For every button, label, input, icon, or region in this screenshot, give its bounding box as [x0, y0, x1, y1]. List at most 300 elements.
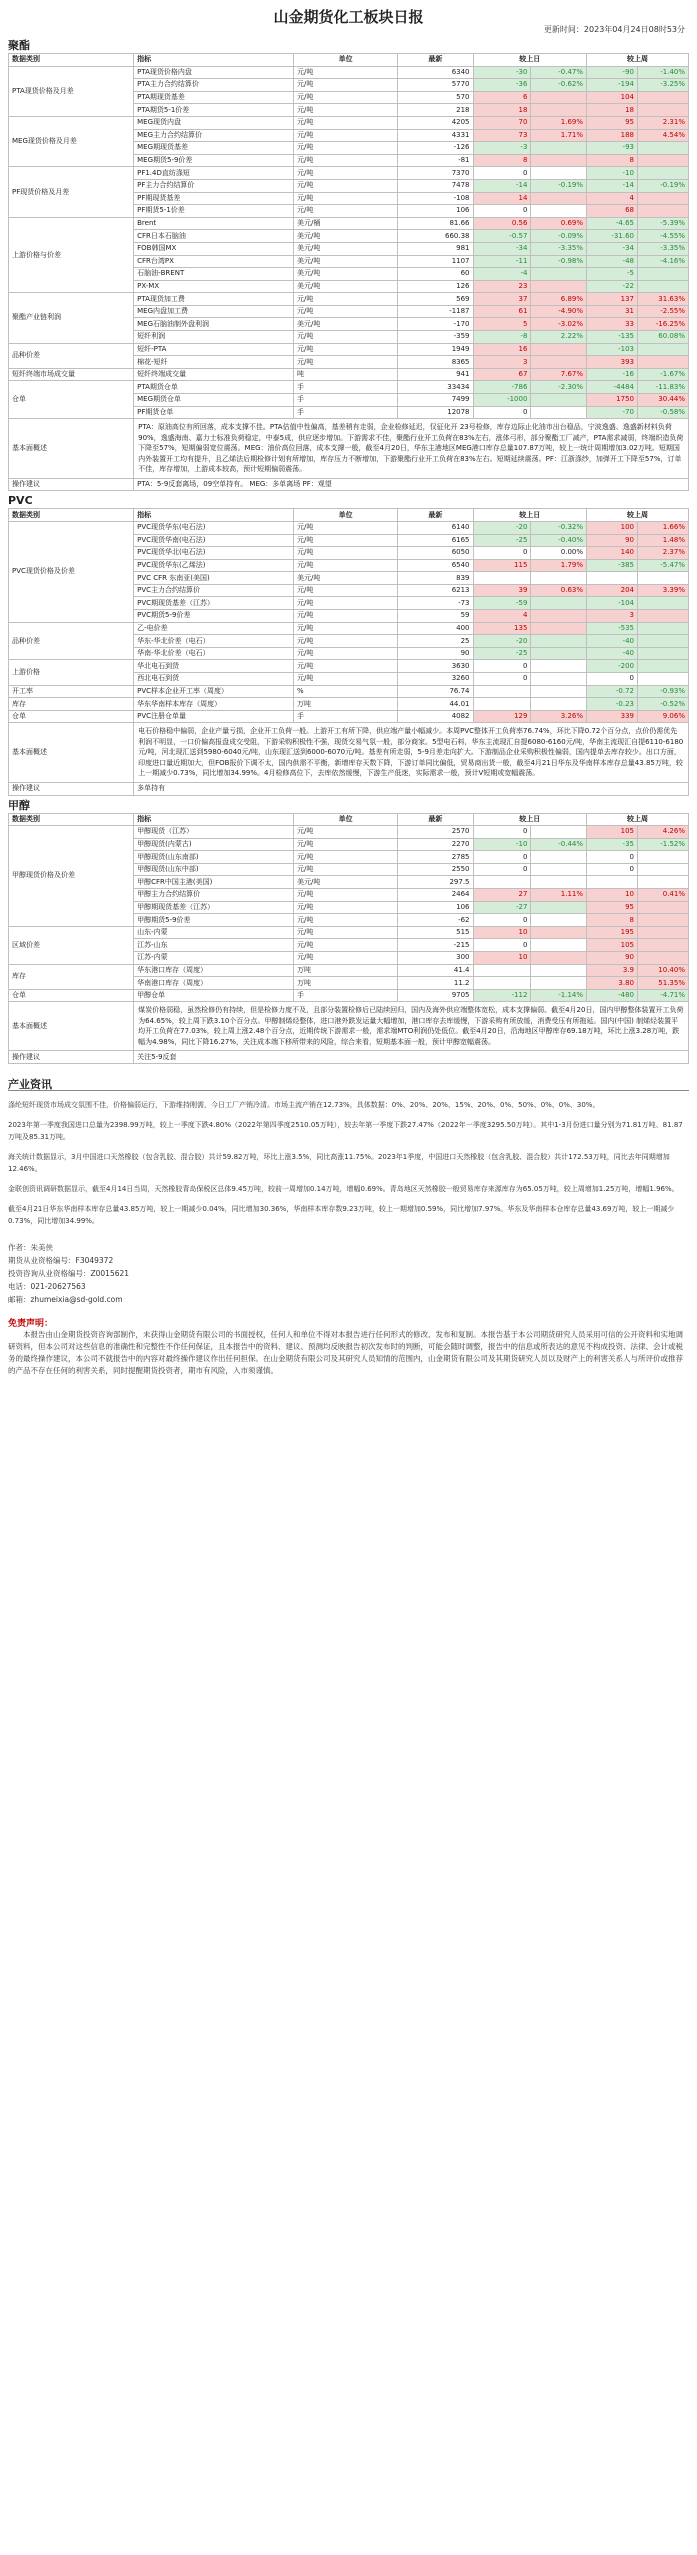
table-row — [9, 167, 689, 180]
day-change-cell: 0.00% — [531, 547, 587, 560]
week-change-cell — [637, 104, 688, 117]
week-change-cell: -2.55% — [637, 305, 688, 318]
week-change-cell: 3 — [587, 610, 638, 623]
week-change-cell: -4.55% — [637, 230, 688, 243]
day-change-cell — [473, 876, 531, 889]
week-change-cell: -34 — [587, 242, 638, 255]
latest-cell: 6340 — [398, 66, 473, 79]
table-row — [9, 343, 689, 356]
day-change-cell — [473, 572, 531, 585]
unit-cell: 万吨 — [293, 698, 397, 711]
header-vs-prev-week: 较上周 — [587, 509, 689, 522]
day-change-cell — [531, 610, 587, 623]
day-change-cell — [531, 142, 587, 155]
week-change-cell — [637, 876, 688, 889]
day-change-cell: 16 — [473, 343, 531, 356]
indicator-cell: 甲醇现货(内蒙古) — [134, 838, 294, 851]
header-vs-prev-week: 较上周 — [587, 54, 689, 67]
day-change-cell: 0.56 — [473, 217, 531, 230]
day-change-cell: 0 — [473, 826, 531, 839]
latest-cell: 2570 — [398, 826, 473, 839]
indicator-cell: MEG期现货基差 — [134, 142, 294, 155]
unit-cell: 手 — [293, 394, 397, 407]
indicator-cell: 甲醇现货(山东南部) — [134, 851, 294, 864]
unit-cell: 元/吨 — [293, 622, 397, 635]
latest-cell: 59 — [398, 610, 473, 623]
week-change-cell: 3.80 — [587, 977, 638, 990]
day-change-cell — [531, 826, 587, 839]
week-change-cell: -10 — [587, 167, 638, 180]
indicator-cell: 乙-电价差 — [134, 622, 294, 635]
unit-cell: 元/吨 — [293, 610, 397, 623]
week-change-cell: -385 — [587, 559, 638, 572]
unit-cell: 元/吨 — [293, 660, 397, 673]
day-change-cell — [531, 635, 587, 648]
unit-cell: 美元/吨 — [293, 280, 397, 293]
unit-cell: 吨 — [293, 368, 397, 381]
day-change-cell: -34 — [473, 242, 531, 255]
day-change-cell — [473, 698, 531, 711]
unit-cell: 元/吨 — [293, 116, 397, 129]
header-latest: 最新 — [398, 509, 473, 522]
indicator-cell: 短纤利润 — [134, 331, 294, 344]
indicator-cell: 甲醇仓单 — [134, 989, 294, 1002]
week-change-cell: 68 — [587, 205, 638, 218]
indicator-cell: 甲醇主力合约结算价 — [134, 889, 294, 902]
day-change-cell: -20 — [473, 635, 531, 648]
day-change-cell — [531, 863, 587, 876]
latest-cell: 981 — [398, 242, 473, 255]
indicator-cell: Brent — [134, 217, 294, 230]
summary-label: 基本面概述 — [9, 723, 134, 783]
latest-cell: -126 — [398, 142, 473, 155]
latest-cell: 25 — [398, 635, 473, 648]
day-change-cell: 0 — [473, 205, 531, 218]
day-change-cell — [531, 343, 587, 356]
category-cell: 仓单 — [9, 381, 134, 419]
header-unit: 单位 — [293, 54, 397, 67]
unit-cell: 元/吨 — [293, 838, 397, 851]
week-change-cell: -0.19% — [637, 179, 688, 192]
week-change-cell: 4.26% — [637, 826, 688, 839]
category-cell: PVC现货价格及价差 — [9, 521, 134, 622]
week-change-cell: -5 — [587, 268, 638, 281]
day-change-cell: -1.14% — [531, 989, 587, 1002]
week-change-cell — [637, 356, 688, 369]
industry-divider — [8, 1090, 689, 1091]
day-change-cell — [531, 356, 587, 369]
day-change-cell: 0 — [473, 547, 531, 560]
indicator-cell: 华东港口库存（周度） — [134, 964, 294, 977]
unit-cell: 元/吨 — [293, 559, 397, 572]
indicator-cell: PF主力合约结算价 — [134, 179, 294, 192]
data-table — [8, 508, 689, 795]
indicator-cell: PTA主力合约结算价 — [134, 79, 294, 92]
day-change-cell: -27 — [473, 901, 531, 914]
week-change-cell: -5.47% — [637, 559, 688, 572]
latest-cell: 44.01 — [398, 698, 473, 711]
unit-cell: 美元/吨 — [293, 268, 397, 281]
day-change-cell — [531, 280, 587, 293]
unit-cell: 万吨 — [293, 977, 397, 990]
day-change-cell: -4 — [473, 268, 531, 281]
week-change-cell — [637, 939, 688, 952]
day-change-cell — [473, 685, 531, 698]
day-change-cell: -0.40% — [531, 534, 587, 547]
week-change-cell — [587, 876, 638, 889]
unit-cell: 元/吨 — [293, 647, 397, 660]
data-table — [8, 53, 689, 491]
unit-cell: 元/吨 — [293, 331, 397, 344]
week-change-cell: -35 — [587, 838, 638, 851]
indicator-cell: 短纤-PTA — [134, 343, 294, 356]
latest-cell: 941 — [398, 368, 473, 381]
unit-cell: 元/吨 — [293, 167, 397, 180]
header-category: 数据类别 — [9, 509, 134, 522]
industry-news-body — [8, 1099, 689, 1227]
day-change-cell: 5 — [473, 318, 531, 331]
author-block — [8, 1241, 689, 1306]
summary-text: PTA：原油高位有所回落，成本支撑不佳。PTA估值中性偏高，基差稍有走弱，企业检修延迟，仅征化开 23号检修，库存边际止化油市出台稳品，宁波逸盛、逸盛新材料负荷90%，逸盛海南、嘉力士标准负荷稳定，中泰5成，供应逐步增加。下游需求不佳，聚酯行业开工负荷在83%左右，涨体弓形，部分聚酯工厂减产，PTA需求减弱，终端织造负荷下降至57%，短期偏弱宽位震荡。MEG：油价高位回落，成本支撑一般，截至4月20日，华东主港地区MEG港口库存总量107.87万吨，较上一统计周期增加3.02万吨。短期国内外装置开工均有提升，且乙烯法后期检修计划有所增加，库存压力不断增加，下游聚酯行业开工负荷在83%左右。短期延续震荡。PF：江浙涤纱，加弹开工下降至57%，订单不佳，库存增加，上游成本较高，预计短期偏弱震荡。 — [134, 419, 689, 479]
table-row — [9, 381, 689, 394]
day-change-cell: 14 — [473, 192, 531, 205]
week-change-cell — [637, 926, 688, 939]
latest-cell: 839 — [398, 572, 473, 585]
summary-row — [9, 723, 689, 783]
week-change-cell: 105 — [587, 939, 638, 952]
day-change-cell — [531, 622, 587, 635]
indicator-cell: PVC注册仓单量 — [134, 710, 294, 723]
week-change-cell: -16 — [587, 368, 638, 381]
week-change-cell: 137 — [587, 293, 638, 306]
day-change-cell: -0.09% — [531, 230, 587, 243]
ops-text: PTA：5-9反套离场，09空单持有。 MEG：多单离场 PF：观望 — [134, 478, 689, 491]
summary-row — [9, 1002, 689, 1051]
day-change-cell — [531, 104, 587, 117]
day-change-cell: -8 — [473, 331, 531, 344]
week-change-cell: -0.93% — [637, 685, 688, 698]
indicator-cell: 华北电石到货 — [134, 660, 294, 673]
latest-cell: 126 — [398, 280, 473, 293]
unit-cell: 元/吨 — [293, 179, 397, 192]
week-change-cell: 0 — [587, 863, 638, 876]
unit-cell: 美元/吨 — [293, 876, 397, 889]
industry-paragraph: 2023年第一季度我国进口总量为2398.99万吨，较上一季度下跌4.80%（2022年第四季度2510.05万吨），较去年第一季度下跌27.47%（2022年一季度3295.50万吨）。其中1-3月份进口量分别为71.81万吨、81.87万吨及85.31万吨。 — [8, 1121, 683, 1141]
day-change-cell: 135 — [473, 622, 531, 635]
ops-label: 操作建议 — [9, 782, 134, 795]
unit-cell: 美元/吨 — [293, 318, 397, 331]
day-change-cell: -3 — [473, 142, 531, 155]
day-change-cell: -112 — [473, 989, 531, 1002]
ops-label: 操作建议 — [9, 478, 134, 491]
category-cell: 品种价差 — [9, 343, 134, 368]
day-change-cell: 3 — [473, 356, 531, 369]
indicator-cell: 甲醇期现货基差（江苏） — [134, 901, 294, 914]
week-change-cell: 33 — [587, 318, 638, 331]
latest-cell: 11.2 — [398, 977, 473, 990]
unit-cell: 手 — [293, 406, 397, 419]
sections-container — [8, 38, 689, 1064]
indicator-cell: PVC样本企业开工率（周度） — [134, 685, 294, 698]
ops-row — [9, 478, 689, 491]
indicator-cell: PVC现货华东(电石法) — [134, 521, 294, 534]
author-advisor-license: 投资咨询从业资格编号：Z0015621 — [8, 1269, 130, 1278]
day-change-cell — [531, 91, 587, 104]
latest-cell: 2464 — [398, 889, 473, 902]
indicator-cell: PF1.4D直纺涤短 — [134, 167, 294, 180]
week-change-cell: 51.35% — [637, 977, 688, 990]
unit-cell: 元/吨 — [293, 154, 397, 167]
week-change-cell — [637, 863, 688, 876]
day-change-cell — [531, 268, 587, 281]
week-change-cell — [637, 647, 688, 660]
indicator-cell: MEG内盘加工费 — [134, 305, 294, 318]
day-change-cell: 0.63% — [531, 584, 587, 597]
week-change-cell: -3.35% — [637, 242, 688, 255]
day-change-cell: -0.47% — [531, 66, 587, 79]
indicator-cell: CFR日本石脑油 — [134, 230, 294, 243]
week-change-cell: -3.25% — [637, 79, 688, 92]
unit-cell: 元/吨 — [293, 851, 397, 864]
day-change-cell: 0.69% — [531, 217, 587, 230]
category-cell: 区域价差 — [9, 926, 134, 964]
latest-cell: 76.74 — [398, 685, 473, 698]
summary-text: 电石价格稳中偏弱，企业产量亏损，企业开工负荷一般。上游开工有所下降，供应端产量小幅减少。本周PVC整体开工负荷率76.74%，环比下降0.72个百分点，点价仍需优先利润不明显，一口价偏高报盘成交受阻，下游采购积极性不强，现货交易气氛一般，部分商家。5型电石料，华东主流现汇自提6080-6160元/吨，华南主流现汇自提6110-6180元/吨，河北现汇送到5980-6040元/吨，山东现汇送到6000-6070元/吨。基差有所走弱，5-9月差走向扩大。下游制品企业采购积极性偏弱，国内提单去库存较少。出口方面，印度进口量近期加大，但FOB报价下调不太，国内供需不平衡，新增库存天数下降，下游订单同比偏低，贸易商出货一般，截至4月21日华东及华南样本库存总量43.85万吨，较上一期减少0.73%，同比增加34.99%。4月检修高位下，去库依然缓慢，下游生产低迷，实际需求一般，预计V短期或宽幅震荡。 — [134, 723, 689, 783]
table-row — [9, 926, 689, 939]
ops-text: 多单持有 — [134, 782, 689, 795]
week-change-cell — [637, 572, 688, 585]
day-change-cell: -786 — [473, 381, 531, 394]
unit-cell: % — [293, 685, 397, 698]
indicator-cell: MEG现货内盘 — [134, 116, 294, 129]
latest-cell: 1107 — [398, 255, 473, 268]
indicator-cell: 华南港口库存（周度） — [134, 977, 294, 990]
unit-cell: 手 — [293, 989, 397, 1002]
day-change-cell: 0 — [473, 939, 531, 952]
unit-cell: 元/吨 — [293, 205, 397, 218]
week-change-cell: -0.72 — [587, 685, 638, 698]
week-change-cell: 188 — [587, 129, 638, 142]
day-change-cell: 37 — [473, 293, 531, 306]
week-change-cell: 10 — [587, 889, 638, 902]
latest-cell: 12078 — [398, 406, 473, 419]
day-change-cell: 2.22% — [531, 331, 587, 344]
unit-cell: 美元/桶 — [293, 217, 397, 230]
unit-cell: 美元/吨 — [293, 230, 397, 243]
latest-cell: 106 — [398, 205, 473, 218]
day-change-cell: 0 — [473, 660, 531, 673]
week-change-cell: 1.66% — [637, 521, 688, 534]
week-change-cell: -4.65 — [587, 217, 638, 230]
day-change-cell: 0 — [473, 863, 531, 876]
week-change-cell: 31 — [587, 305, 638, 318]
latest-cell: 1949 — [398, 343, 473, 356]
latest-cell: 297.5 — [398, 876, 473, 889]
week-change-cell: -535 — [587, 622, 638, 635]
latest-cell: 9705 — [398, 989, 473, 1002]
ops-label: 操作建议 — [9, 1051, 134, 1064]
category-cell: 聚酯产业链利润 — [9, 293, 134, 343]
week-change-cell: -4.16% — [637, 255, 688, 268]
week-change-cell: 9.06% — [637, 710, 688, 723]
latest-cell: 2550 — [398, 863, 473, 876]
section-title: PVC — [8, 494, 33, 508]
indicator-cell: 短纤终端成交量 — [134, 368, 294, 381]
day-change-cell: 115 — [473, 559, 531, 572]
table-row — [9, 964, 689, 977]
data-table — [8, 813, 689, 1065]
day-change-cell: -0.44% — [531, 838, 587, 851]
unit-cell: 元/吨 — [293, 673, 397, 686]
unit-cell: 元/吨 — [293, 597, 397, 610]
unit-cell: 元/吨 — [293, 91, 397, 104]
update-time: 更新时间：2023年04月24日08时53分 — [543, 25, 685, 34]
day-change-cell: 0 — [473, 673, 531, 686]
unit-cell: 元/吨 — [293, 142, 397, 155]
week-change-cell: -22 — [587, 280, 638, 293]
latest-cell: 5770 — [398, 79, 473, 92]
week-change-cell: -11.83% — [637, 381, 688, 394]
table-header-row — [9, 54, 689, 67]
day-change-cell: -30 — [473, 66, 531, 79]
week-change-cell: -16.25% — [637, 318, 688, 331]
day-change-cell: -25 — [473, 534, 531, 547]
unit-cell: 元/吨 — [293, 129, 397, 142]
header-latest: 最新 — [398, 54, 473, 67]
latest-cell: -73 — [398, 597, 473, 610]
header-unit: 单位 — [293, 509, 397, 522]
header-unit: 单位 — [293, 813, 397, 826]
table-row — [9, 66, 689, 79]
indicator-cell: 甲醇期货5-9价差 — [134, 914, 294, 927]
latest-cell: 4205 — [398, 116, 473, 129]
indicator-cell: PF期货5-1价差 — [134, 205, 294, 218]
week-change-cell: 204 — [587, 584, 638, 597]
indicator-cell: 华东华南样本库存（周度） — [134, 698, 294, 711]
day-change-cell: 18 — [473, 104, 531, 117]
unit-cell: 元/吨 — [293, 192, 397, 205]
week-change-cell: -70 — [587, 406, 638, 419]
day-change-cell: 67 — [473, 368, 531, 381]
week-change-cell — [637, 597, 688, 610]
week-change-cell: -104 — [587, 597, 638, 610]
latest-cell: 569 — [398, 293, 473, 306]
indicator-cell: PVC期货5-9价差 — [134, 610, 294, 623]
indicator-cell: 甲醇CFR中国主港(美国) — [134, 876, 294, 889]
week-change-cell: 8 — [587, 154, 638, 167]
day-change-cell — [473, 977, 531, 990]
day-change-cell: 27 — [473, 889, 531, 902]
unit-cell: 元/吨 — [293, 889, 397, 902]
indicator-cell: 甲醇现货(山东中部) — [134, 863, 294, 876]
week-change-cell — [637, 673, 688, 686]
indicator-cell: 石脑油-BRENT — [134, 268, 294, 281]
header-vs-prev-day: 较上日 — [473, 54, 587, 67]
week-change-cell — [637, 952, 688, 965]
header-vs-prev-week: 较上周 — [587, 813, 689, 826]
unit-cell: 万吨 — [293, 964, 397, 977]
day-change-cell — [531, 205, 587, 218]
day-change-cell — [531, 406, 587, 419]
week-change-cell: 0.41% — [637, 889, 688, 902]
indicator-cell: PTA期现货基差 — [134, 91, 294, 104]
latest-cell: 218 — [398, 104, 473, 117]
unit-cell: 美元/吨 — [293, 572, 397, 585]
week-change-cell: -1.40% — [637, 66, 688, 79]
latest-cell: -215 — [398, 939, 473, 952]
summary-label: 基本面概述 — [9, 419, 134, 479]
week-change-cell — [637, 205, 688, 218]
day-change-cell: -1000 — [473, 394, 531, 407]
table-header-row — [9, 813, 689, 826]
ops-row — [9, 1051, 689, 1064]
indicator-cell: PVC现货华北(电石法) — [134, 547, 294, 560]
week-change-cell — [587, 572, 638, 585]
day-change-cell — [473, 964, 531, 977]
latest-cell: -62 — [398, 914, 473, 927]
author-tel: 电话：021-20627563 — [8, 1282, 86, 1291]
table-row — [9, 622, 689, 635]
category-cell: 仓单 — [9, 710, 134, 723]
day-change-cell — [531, 698, 587, 711]
week-change-cell: -135 — [587, 331, 638, 344]
day-change-cell: 73 — [473, 129, 531, 142]
table-row — [9, 660, 689, 673]
indicator-cell: 江苏-内蒙 — [134, 952, 294, 965]
day-change-cell — [531, 154, 587, 167]
indicator-cell: PTA现货加工费 — [134, 293, 294, 306]
unit-cell: 元/吨 — [293, 104, 397, 117]
latest-cell: 7478 — [398, 179, 473, 192]
disclaimer-text: 本报告由山金期货投资咨询部制作，未获得山金期货有限公司的书面授权，任何人和单位不得对本报告进行任何形式的修改、发布和复制。本报告基于本公司期货研究人员采用可信的公开资料和实地调研资料，但本公司对这些信息的准确性和完整性不作任何保证，且本报告中的资料、建议、预测均反映报告初次发布时的判断，可能会随时调整，报告中的信息或所表达的意见不构成投资、法律、会计或税务的最终操作建议，本公司不就报告中的内容对最终操作建议作出任何担保。在山金期货有限公司及其研究人员知情的范围内，山金期货有限公司及其期货研究人员以及财产上的利害关系人与所评价或推荐的产品不存在任何的利害关系，同时提醒期货投资者，期市有风险，入市须谨慎。 — [8, 1330, 683, 1375]
table-row — [9, 368, 689, 381]
latest-cell: 4082 — [398, 710, 473, 723]
indicator-cell: PTA期货仓单 — [134, 381, 294, 394]
day-change-cell — [531, 394, 587, 407]
latest-cell: 3630 — [398, 660, 473, 673]
header-latest: 最新 — [398, 813, 473, 826]
day-change-cell — [531, 977, 587, 990]
indicator-cell: 山东-内蒙 — [134, 926, 294, 939]
unit-cell: 元/吨 — [293, 343, 397, 356]
week-change-cell — [637, 343, 688, 356]
report-title: 山金期货化工板块日报 — [273, 8, 424, 26]
week-change-cell: -4.71% — [637, 989, 688, 1002]
latest-cell: 90 — [398, 647, 473, 660]
latest-cell: 4331 — [398, 129, 473, 142]
week-change-cell: -0.23 — [587, 698, 638, 711]
header-vs-prev-day: 较上日 — [473, 509, 587, 522]
latest-cell: 33434 — [398, 381, 473, 394]
week-change-cell: -480 — [587, 989, 638, 1002]
week-change-cell: -1.67% — [637, 368, 688, 381]
latest-cell: 7499 — [398, 394, 473, 407]
table-row — [9, 521, 689, 534]
category-cell: 上游价格 — [9, 660, 134, 685]
indicator-cell: CFR台湾PX — [134, 255, 294, 268]
industry-paragraph: 涤纶短纤现货市场成交氛围不佳，价格偏弱运行，下游维持刚需，今日工厂产销冷清。市场主流产销在12.73%，具体数据：0%、20%、20%、15%、20%、0%、50%、0%、0%、30%。 — [8, 1101, 600, 1109]
week-change-cell: 104 — [587, 91, 638, 104]
day-change-cell: 1.11% — [531, 889, 587, 902]
indicator-cell: PVC期现货基差（江苏） — [134, 597, 294, 610]
indicator-cell: PVC主力合约结算价 — [134, 584, 294, 597]
latest-cell: -1187 — [398, 305, 473, 318]
day-change-cell — [531, 926, 587, 939]
day-change-cell: 8 — [473, 154, 531, 167]
latest-cell: 8365 — [398, 356, 473, 369]
day-change-cell: -0.62% — [531, 79, 587, 92]
day-change-cell: 39 — [473, 584, 531, 597]
